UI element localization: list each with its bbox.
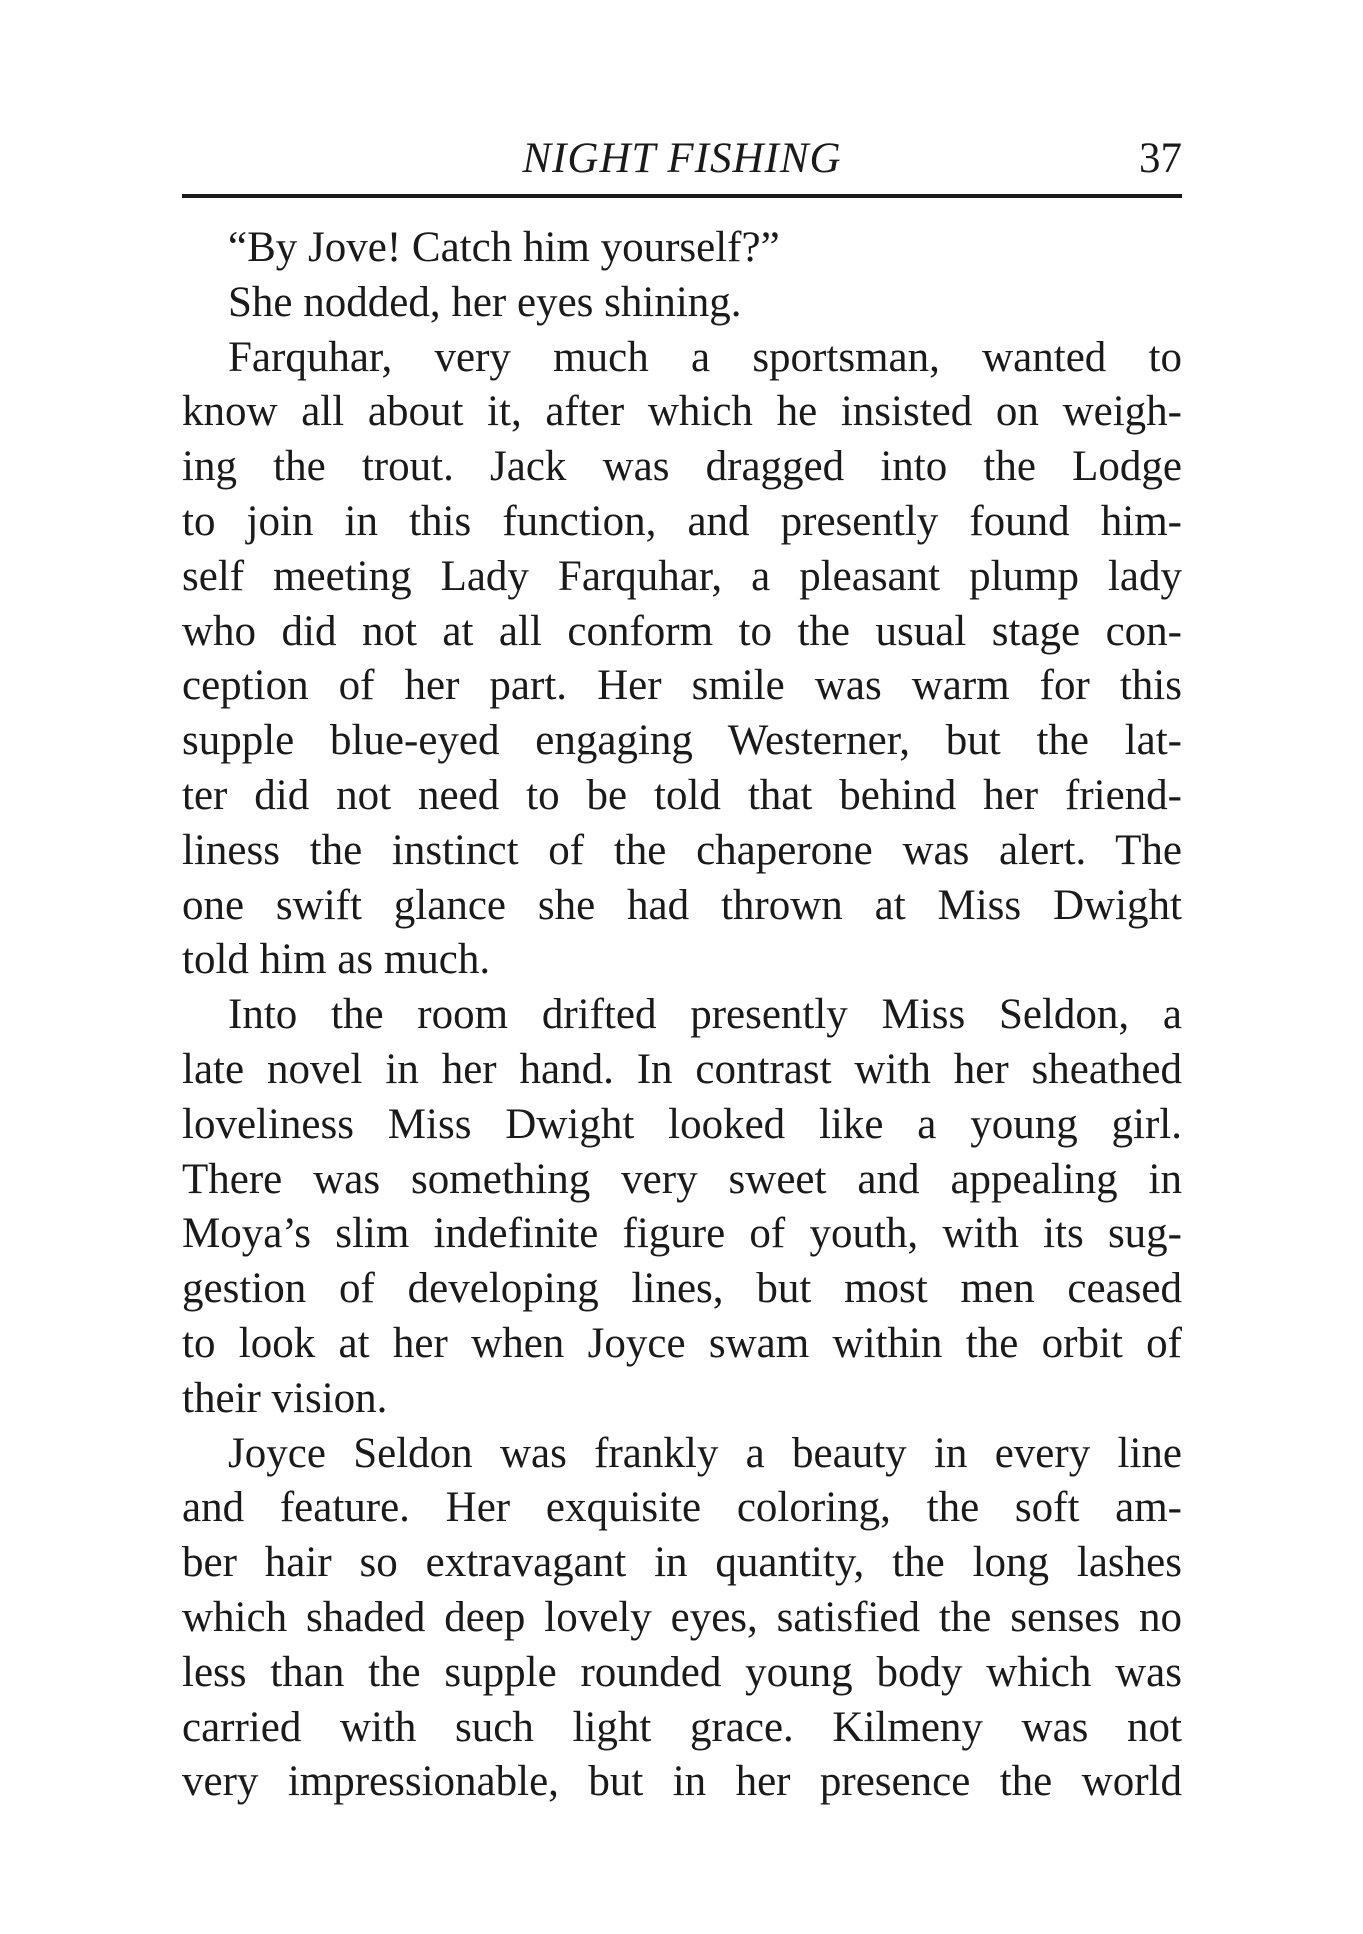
- text-line: liness the instinct of the chaperone was alert. The: [182, 826, 1182, 874]
- text-line: Farquhar, very much a sportsman, wanted to: [228, 333, 1182, 381]
- paragraph: [182, 276, 1182, 331]
- paragraph: [182, 331, 1182, 989]
- text-line: to join in this function, and presently found him-: [182, 497, 1182, 545]
- body-text: [182, 221, 1182, 1810]
- text-line: less than the supple rounded young body which was: [182, 1648, 1182, 1696]
- page-header: [182, 130, 1182, 190]
- paragraph: [182, 988, 1182, 1426]
- text-line: gestion of developing lines, but most men ceased: [182, 1265, 1182, 1313]
- text-line: and feature. Her exquisite coloring, the soft am-: [182, 1484, 1182, 1532]
- text-line: ception of her part. Her smile was warm for this: [182, 662, 1182, 710]
- text-line: Into the room drifted presently Miss Seldon, a: [228, 991, 1182, 1039]
- text-line: Joyce Seldon was frankly a beauty in every line: [228, 1429, 1182, 1477]
- text-line: their vision.: [182, 1374, 388, 1422]
- text-line: ber hair so extravagant in quantity, the long lashes: [182, 1539, 1182, 1587]
- text-line: There was something very sweet and appealing in: [182, 1155, 1182, 1203]
- text-line: told him as much.: [182, 936, 491, 984]
- text-line: to look at her when Joyce swam within the orbit of: [182, 1319, 1182, 1367]
- page-number: 37: [1139, 135, 1182, 182]
- text-line: Moya’s slim indefinite figure of youth, with its sug-: [182, 1210, 1182, 1258]
- text-line: ter did not need to be told that behind her friend-: [182, 771, 1182, 819]
- paragraph: [182, 221, 1182, 276]
- text-line: ing the trout. Jack was dragged into the Lodge: [182, 443, 1182, 491]
- text-line: self meeting Lady Farquhar, a pleasant plump lady: [182, 552, 1182, 600]
- header-rule: [182, 194, 1182, 198]
- text-line: carried with such light grace. Kilmeny was not: [182, 1703, 1182, 1751]
- text-line: who did not at all conform to the usual stage con-: [182, 607, 1182, 655]
- text-line: know all about it, after which he insisted on weigh-: [182, 388, 1182, 436]
- text-line: supple blue-eyed engaging Westerner, but the lat-: [182, 717, 1182, 765]
- text-line: which shaded deep lovely eyes, satisfied the senses no: [182, 1593, 1182, 1641]
- text-line: very impressionable, but in her presence the world: [182, 1758, 1182, 1806]
- running-title: NIGHT FISHING: [522, 135, 842, 182]
- text-line: She nodded, her eyes shining.: [228, 278, 742, 326]
- paragraph: [182, 1427, 1182, 1811]
- text-line: one swift glance she had thrown at Miss Dwight: [182, 881, 1182, 929]
- text-line: “By Jove! Catch him yourself?”: [228, 224, 780, 271]
- text-line: loveliness Miss Dwight looked like a young girl.: [182, 1100, 1182, 1148]
- text-line: late novel in her hand. In contrast with her sheathed: [182, 1045, 1182, 1093]
